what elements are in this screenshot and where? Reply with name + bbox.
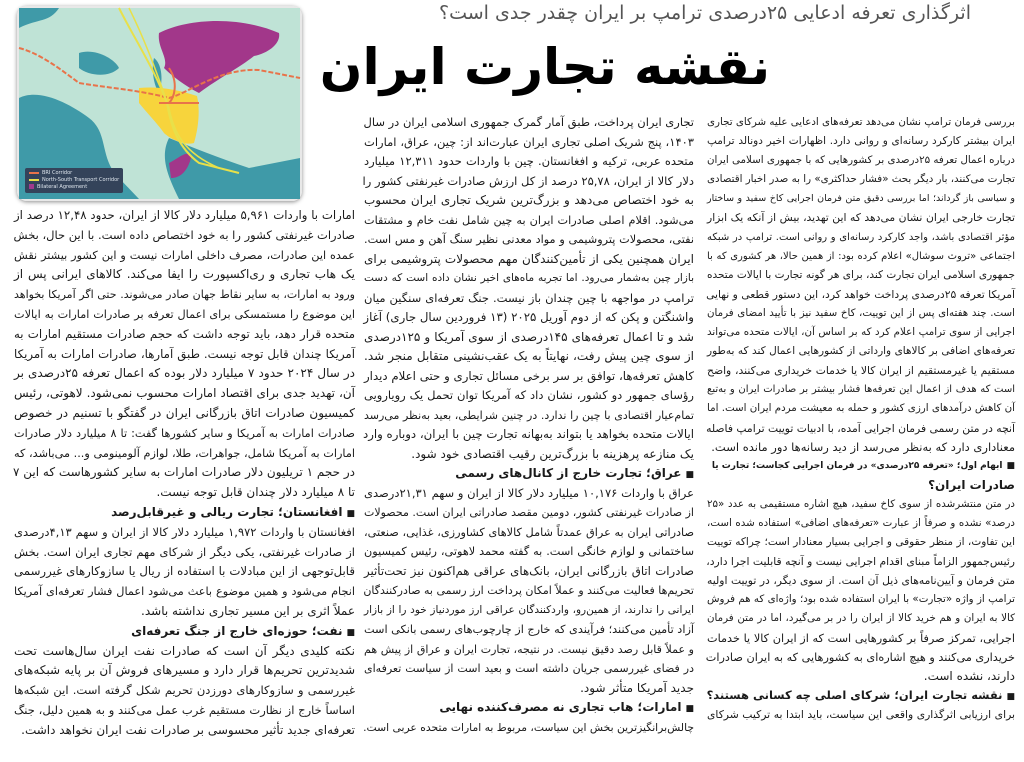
line-text: افغانستان؛ تجارت ریالی و غیرقابل‌رصد [111,504,343,519]
line-text: نکته کلیدی دیگر آن است که صادرات نفت ایران سال‌هاست تحت [14,643,355,658]
text-line [364,172,694,192]
line-text: ساختمانی و لوازم خانگی است. به گفته محمد لاهوتی، رئیس کمیسیون [364,545,694,558]
line-text: تجارت خارجی ایران نشان می‌دهد که این تهدید، بیش از آنکه یک ابزار [707,211,1015,225]
text-line [364,581,694,601]
line-text: از صادرات غیرنفتی کشور، دومین مقصد صادراتی ایران است. محصولات [364,506,694,519]
text-line [364,679,694,699]
line-text: در فضای غیررسمی جریان داشته است و بعید است از سیاست تعرفه‌ای [364,662,694,675]
text-line [364,191,694,211]
line-text: ترامپ در مواجهه با چین چندان باز نیست. جنگ تعرفه‌ای سنگین میان [364,290,694,305]
line-text: از سوی چین پیش رفت، نهایتاً به یک عقب‌نشینی متقابل منجر شد. [364,349,694,363]
text-line [707,285,1015,304]
legend-item [29,170,119,177]
line-text: می‌شود. اقلام اصلی صادرات ایران به چین شامل نفت خام و مشتقات [364,213,694,227]
text-line [707,514,1015,533]
line-text: واشنگتن و پکن که از دوم آوریل ۲۰۲۵ (۱۳ فروردین سال جاری) آغاز [363,310,694,324]
text-line [364,269,694,289]
line-text: ایرانی را ندارند، از همین‌رو، واردکنندگان عراقی ارز موردنیاز خود را از بازار [364,603,694,616]
line-text: عمده این صادرات، مصرف داخلی امارات نیست و این کشور بیشتر نقش [14,248,355,262]
text-line [364,289,694,309]
line-text: تحریم‌ها فعالیت می‌کنند و عملاً امکان پرداخت ارز رسمی به صادرکنندگان [363,584,694,597]
line-text: ابهام اول؛ «تعرفه ۲۵درصدی» در فرمان اجرایی کجاست؛ تجارت یا [711,460,1003,471]
text-line [707,113,1015,132]
line-text: بررسی فرمان ترامپ نشان می‌دهد تعرفه‌های ادعایی علیه شرکای تجاری [707,116,1015,128]
text-line [707,648,1015,667]
bullet-square-icon: ■ [1006,460,1015,471]
line-text: تجاری ایران پرداخت، طبق آمار گمرک جمهوری اسلامی ایران در سال [363,115,694,129]
text-line [14,345,355,365]
section-heading [707,457,1015,476]
line-text: نفتی، محصولات پتروشیمی و مواد معدنی نظیر سنگ آهن و مس است. [364,233,694,246]
line-text: امارات با واردات ۵,۹۶۱ میلیارد دلار کالا از ایران، حدود ۱۲,۴۸ درصد از [14,208,355,222]
text-line [707,571,1015,590]
line-text: صادرات غیرنفتی کشور را به خود اختصاص داده است. با این حال، بخش [13,227,355,242]
line-text: رؤسای جمهور دو کشور، نشان داد که آمریکا توان تحمل یک رویارویی [364,388,694,402]
text-line [707,609,1015,628]
line-text: متحده عربی، ترکیه و افغانستان. چین با واردات حدود ۱۲,۳۱۱ میلیارد [364,154,694,168]
line-text: این تفاوت، از منظر حقوقی و اجرایی بسیار معنادار است؛ چراکه توییت [707,536,1015,549]
text-line [14,681,355,701]
bullet-square-icon: ■ [1006,691,1015,702]
text-line [364,328,694,348]
section-heading [14,503,355,523]
line-text: متن فرمان و آیین‌نامه‌های ذیل آن است. از سوی دیگر، در توییت اولیه [707,574,1015,588]
line-text: آنچه در متن رسمی فرمان اجرایی آمده، با ادبیات توییت ترامپ فاصله [706,421,1015,435]
line-text: ورود به امارات، به سایر نقاط جهان صادر می‌شوند. حتی اگر آمریکا بخواهد [14,288,355,302]
line-text: مستقیم یا غیرمستقیم از ایران کالا یا خدمات خریداری می‌کنند، واضح [707,364,1015,378]
text-line [707,208,1015,227]
text-line [707,266,1015,285]
text-line [14,325,355,345]
line-text: عملاً اثری بر این مسیر تجاری نداشته باشد. [141,603,355,618]
legend-item [29,184,119,191]
text-line [14,285,355,305]
line-text: درباره اعمال تعرفه ۲۵درصدی بر کشورهایی که با جمهوری اسلامی ایران [707,154,1015,167]
line-text: است. چند هفته‌ای پس از این توییت، کاخ سفید نیز با تأیید امضای فرمان [707,306,1015,319]
text-line [707,189,1015,208]
legend-label: BRI Corridor [42,170,73,176]
line-text: اساساً خارج از نظارت مستقیم غرب عمل می‌کنند و به همین دلیل، جنگ [14,702,355,717]
line-text: بازار چین به‌شمار می‌رود. اما تجربه ماه‌های اخیر نشان داده است که دست [364,272,694,284]
line-text: تا ۸ میلیارد دلار چندان قابل توجه نیست. [156,485,355,500]
bullet-square-icon: ■ [346,508,355,519]
text-line [14,384,355,404]
section-heading [364,698,694,718]
bullet-square-icon: ■ [685,470,694,480]
text-line [707,132,1015,151]
line-text: کاهش تعرفه‌ها، توافق بر سر برخی مسائل تجاری و حتی اعلام دیدار [364,368,694,383]
line-text: به خود اختصاص می‌دهد و بزرگ‌ترین شریک تجاری ایران محسوب [364,193,694,207]
text-line [707,380,1015,399]
text-line [364,367,694,387]
line-text: مؤثر اقتصادی باشد، واجد کارکرد رسانه‌ای و روانی است. ترامپ در شبکه [707,231,1015,243]
line-text: در سال ۲۰۲۴ حدود ۷ میلیارد دلار بوده که اعمال تعرفه ۲۵درصدی بر [14,366,356,381]
text-line [707,495,1015,514]
line-text: درصد» نشده و صرفاً از عبارت «تعرفه‌های اضافی» استفاده شده است، [707,516,1015,529]
text-line [707,667,1015,686]
text-line [707,304,1015,323]
line-text: شد و تا اعمال تعرفه‌های ۱۴۵درصدی از سوی آمریکا و ۱۲۵درصدی [364,329,694,344]
text-line [364,230,694,250]
text-line [14,661,355,681]
text-line [364,620,694,640]
text-line [364,308,694,328]
line-text: خریداری می‌کنند و هیچ اشاره‌ای به کشورهایی که به ایران صادرات [705,650,1015,664]
text-line [707,552,1015,571]
line-text: ایالات متحده بخواهد یا بتواند به‌بهانه تجارت چین با ایران، دوباره وارد [362,427,694,441]
line-text: و عملاً قابل رصد دقیق نیست. در نتیجه، تجارت ایران و عراق از پیش هم [364,642,694,656]
line-text: چالش‌برانگیزترین بخش این سیاست، مربوط به امارات متحده عربی است. [363,720,694,734]
text-line [364,718,694,738]
article-column-left [14,206,355,741]
line-text: متحده قرار دهد، باید توجه داشت که حجم صادرات مستقیم امارات به [14,326,355,341]
line-text: آزاد تأمین می‌کنند؛ فرآیندی که خارج از چارچوب‌های رسمی بانکی است [364,623,694,636]
text-line [364,386,694,406]
text-line [14,543,355,563]
text-line [14,444,355,464]
text-line [707,705,1015,724]
line-text: اجتماعی «تروث سوشال» اعلام کرده بود: از همین حالا، هر کشوری که با [707,250,1015,262]
line-text: صادرات امارات به آمریکا و سایر کشورها گفت: تا ۸ میلیارد دلار صادرات [14,426,355,440]
text-line [364,523,694,543]
text-line [14,602,355,622]
line-text: آن، تهدید جدی برای اقتصاد امارات محسوب نمی‌شود. لاهوتی، رئیس [14,386,355,401]
bullet-square-icon: ■ [346,627,355,638]
section-heading [364,464,694,484]
text-line [364,250,694,270]
text-line [14,523,355,543]
line-text: یک هاب تجاری و ری‌اکسپورت را ایفا می‌کند. کالاهای ایرانی پس از [14,267,355,282]
section-heading [707,476,1015,495]
line-text: اجرایی از سوی ترامپ اعلام کرد که بر اساس آن، ایالات متحده می‌تواند [707,326,1015,339]
text-line [364,542,694,562]
text-line [14,404,355,424]
article-subtitle: اثرگذاری تعرفه ادعایی ۲۵درصدی ترامپ بر ایران چقدر جدی است؟ [439,2,971,24]
text-line [364,152,694,172]
text-line [364,113,694,133]
line-text: کالا به ایران و هم خرید کالا از ایران را در بر می‌گیرد، اما در متن فرمان [707,612,1015,625]
text-line [14,463,355,483]
line-text: صادراتی ایران به عراق عمدتاً شامل کالاهای کشاورزی، غذایی، صنعتی، [364,525,694,539]
text-line [14,483,355,503]
text-line [364,406,694,426]
text-line [364,503,694,523]
text-line [14,364,355,384]
text-line [707,151,1015,170]
section-heading [14,622,355,642]
line-text: یک منازعه پرهزینه با بزرگ‌ترین رقیب اقتصادی خود شود. [411,446,694,461]
text-line [707,361,1015,380]
line-text: امارات به آمریکا شامل، جواهرات، طلا، لوازم آلومینومی و... می‌باشد، که [14,446,355,460]
legend-item [29,177,119,184]
line-text: جمهوری اسلامی ایران تجارت کند، برای هر گونه تجارت با ایالات متحده [707,268,1015,281]
text-line [364,640,694,660]
line-text: نفت؛ حوزه‌ای خارج از جنگ تعرفه‌ای [131,623,343,638]
text-line [707,342,1015,361]
text-line [364,659,694,679]
line-text: این موضوع را مستمسکی برای اعمال تعرفه بر صادرات امارات به ایالات [14,307,355,321]
line-text: در متن منتشرشده از سوی کاخ سفید، هیچ اشاره مستقیمی به عدد «۲۵ [707,497,1015,510]
line-text: از صادرات غیرنفتی، یکی دیگر از شرکای مهم تجاری ایران است. بخش [14,544,355,559]
text-line [14,424,355,444]
text-line [707,323,1015,342]
line-text: است که هدف از اعمال این تعرفه‌ها فشار بیشتر بر صادرات ایران و به‌تبع [707,384,1015,396]
text-line [14,721,355,741]
section-heading [707,686,1015,705]
line-text: افغانستان با واردات ۱,۹۷۲ میلیارد دلار کالا از ایران و سهم ۴,۱۳درصدی [14,524,355,539]
legend-label: North-South Transport Corridor [42,177,120,183]
text-line [364,484,694,504]
text-line [364,211,694,231]
line-text: شدیدترین تحریم‌ها قرار دارد و مسیرهای فروش آن بر پایه شبکه‌های [14,663,355,678]
text-line [14,305,355,325]
line-text: صادرات اتاق بازرگانی ایران، بانک‌های عراقی هم‌اکنون نیز تحت‌تأثیر [364,563,694,578]
bullet-square-icon: ■ [685,704,694,714]
line-text: تجارت می‌کنند، بار دیگر بحث «فشار حداکثری» را به صدر اخبار اقتصادی [707,173,1015,186]
line-text: انجام می‌شود و همین موضوع باعث می‌شود اعمال فشار تعرفه‌ای آمریکا [14,585,355,599]
line-text: کمیسیون صادرات اتاق بازرگانی ایران در گفتگو با تسنیم در خصوص [14,405,355,420]
line-text: ترامپ از واژه «تجارت» با ایران استفاده شده بود؛ واژه‌ای که هم فروش [707,593,1015,606]
text-line [14,642,355,662]
article-column-right [707,113,1015,724]
text-line [707,170,1015,189]
text-line [14,206,355,226]
text-line [14,582,355,602]
line-text: دلار کالا از ایران، ۲۵,۷۸ درصد از کل ارزش صادرات غیرنفتی کشور را [362,173,694,188]
text-line [707,629,1015,648]
line-text: عراق؛ تجارت خارج از کانال‌های رسمی [455,466,682,480]
text-line [364,133,694,153]
text-line [707,438,1015,457]
line-text: غیررسمی و سازوکارهای دورزدن تحریم شکل گرفته است. این شبکه‌ها [14,683,355,698]
line-text: اجرایی، تمرکز صرفاً بر کشورهایی است که از ایران کالا یا خدمات [707,631,1015,645]
text-line [707,228,1015,247]
text-line [364,425,694,445]
map-legend [25,168,123,193]
line-text: ایران بیشتر کارکرد رسانه‌ای و روانی دارد. اظهارات اخیر دونالد ترامپ [707,135,1015,148]
line-text: آن کاهش درآمدهای ارزی کشور و حمله به معیشت مردم ایران است. اما [707,402,1015,415]
trade-corridor-map [17,6,302,201]
text-line [707,399,1015,418]
text-line [707,419,1015,438]
line-text: جدید آمریکا متأثر شود. [580,680,694,695]
line-text: رئیس‌جمهور الزاماً مبنای اقدام اجرایی نیست و آنچه قابلیت اجرا دارد، [706,555,1015,569]
line-text: امارات؛ هاب تجاری نه مصرف‌کننده نهایی [439,700,682,714]
line-text: تمام‌عیار اقتصادی با چین را ندارد. در چنین شرایطی، بعید به‌نظر می‌رسد [364,408,694,422]
text-line [14,226,355,246]
line-text: تعرفه‌های اضافی بر کالاهای وارداتی از کشورهایی اعمال کند که به‌طور [707,345,1015,358]
text-line [14,265,355,285]
text-line [364,601,694,621]
line-text: تعرفه‌ای جدید تأثیر محسوسی بر صادرات نفت ایران نخواهد داشت. [21,722,355,737]
line-text: عراق با واردات ۱۰,۱۷۶ میلیارد دلار کالا از ایران و سهم ۲۱,۳۱درصدی [364,485,694,500]
article-title: نقشه تجارت ایران [319,38,770,96]
line-text: آمریکا چندان قابل توجه نیست. طبق آمارها، صادرات امارات به آمریکا [14,346,355,361]
text-line [364,445,694,465]
text-line [707,590,1015,609]
text-line [364,347,694,367]
line-text: ۱۴۰۳، پنج شریک اصلی تجاری ایران عبارت‌اند از: چین، عراق، امارات [364,134,694,149]
legend-label: Bilateral Agreement [37,184,88,190]
line-text: صادرات ایران؟ [928,477,1015,492]
text-line [707,533,1015,552]
text-line [14,701,355,721]
line-text: برای ارزیابی اثرگذاری واقعی این سیاست، باید ابتدا به ترکیب شرکای [707,707,1015,721]
line-text: آمریکا تعرفه ۲۵درصدی پرداخت خواهد کرد، این دستور قطعی و نهایی [706,287,1015,301]
line-text: معناداری دارد که به‌نظر می‌رسد از دید رسانه‌ها دور مانده است. [711,439,1015,454]
line-text: دارند، نشده است. [923,668,1015,683]
text-line [14,562,355,582]
text-line [14,246,355,266]
text-line [707,247,1015,266]
line-text: در حجم ۱ تریلیون دلار صادرات امارات به سایر کشورهاست که این ۷ [13,465,355,480]
line-text: قابل‌توجهی از این مبادلات با استفاده از ریال یا سازوکارهای غیررسمی [14,564,355,579]
line-text: و سیاسی باز گرداند؛ اما بررسی دقیق متن فرمان اجرایی کاخ سفید و ساختار [707,193,1015,205]
line-text: نقشه تجارت ایران؛ شرکای اصلی چه کسانی هستند؟ [706,687,1003,702]
text-line [364,562,694,582]
line-text: ایران همچنین یکی از تأمین‌کنندگان مهم محصولات پتروشیمی برای [364,251,694,266]
article-column-middle [364,113,694,737]
